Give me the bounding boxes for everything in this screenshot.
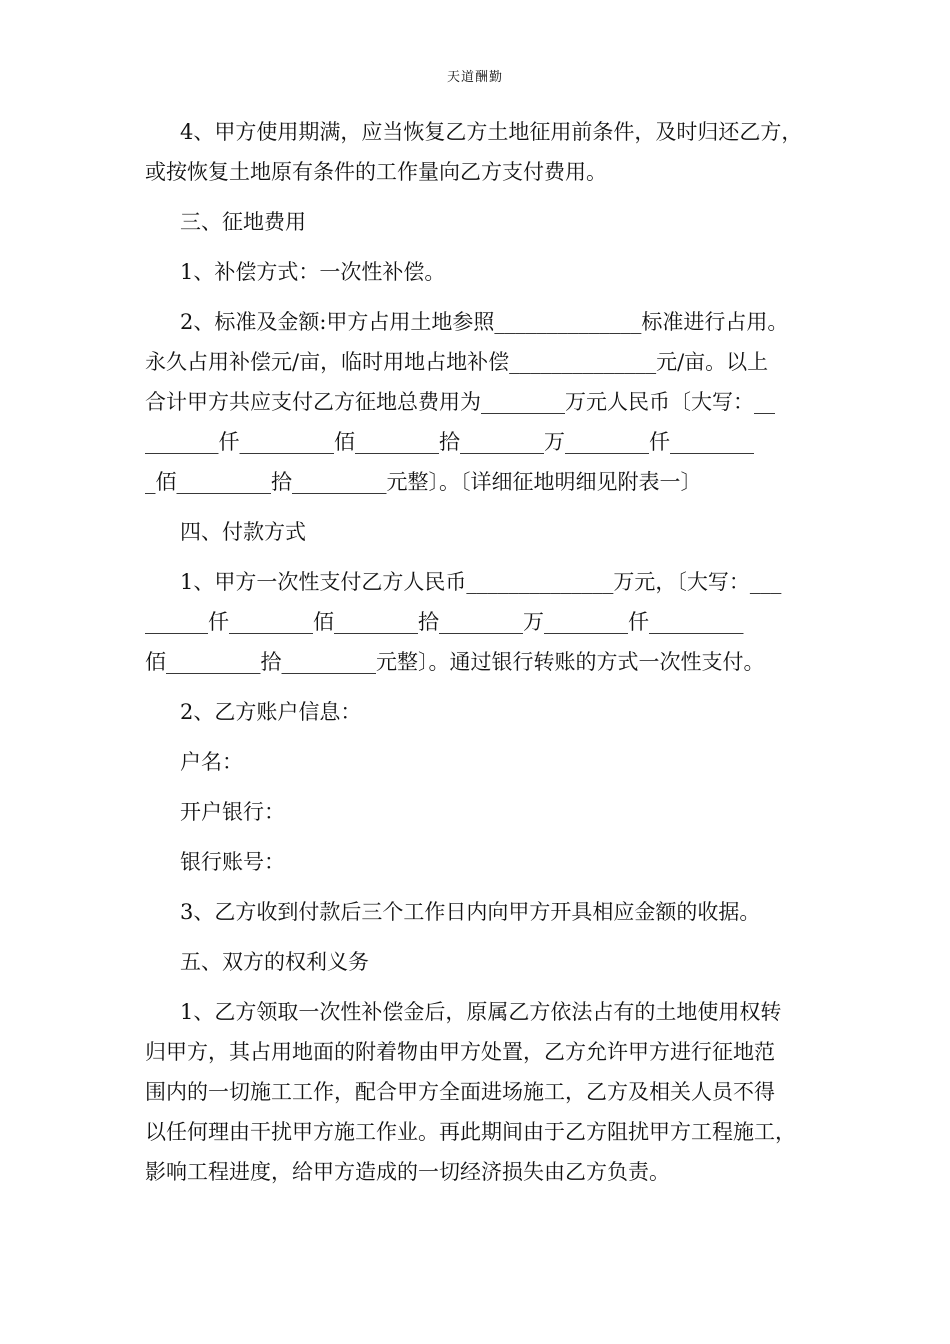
section-heading-3: 三、征地费用 — [180, 210, 306, 234]
paragraph-line: _佰_________拾_________元整〕。〔详细征地明细见附表一〕 — [145, 470, 702, 494]
paragraph-line: 佰_________拾_________元整〕。通过银行转账的方式一次性支付。 — [145, 650, 765, 674]
bank-name-label: 开户银行： — [180, 800, 285, 824]
paragraph-line: 4、甲方使用期满，应当恢复乙方土地征用前条件，及时归还乙方， — [180, 120, 803, 144]
paragraph-line: 1、乙方领取一次性补偿金后，原属乙方依法占有的土地使用权转 — [180, 1000, 782, 1024]
paragraph-line: 1、补偿方式：一次性补偿。 — [180, 260, 446, 284]
page-header: 天道酬勤 — [446, 70, 503, 85]
paragraph-line: 2、乙方账户信息： — [180, 700, 362, 724]
section-heading-5: 五、双方的权利义务 — [180, 950, 369, 974]
paragraph-line: 或按恢复土地原有条件的工作量向乙方支付费用。 — [145, 160, 607, 184]
paragraph-line: 以任何理由干扰甲方施工作业。再此期间由于乙方阻扰甲方工程施工， — [145, 1120, 796, 1144]
paragraph-line: 归甲方，其占用地面的附着物由甲方处置，乙方允许甲方进行征地范 — [145, 1040, 775, 1064]
document-body — [145, 112, 805, 1192]
paragraph-line: _______仟_________佰________拾________万________仟________ — [145, 430, 754, 454]
paragraph-line: 2、标准及金额:甲方占用土地参照______________标准进行占用。 — [180, 310, 789, 334]
paragraph-line: 围内的一切施工工作，配合甲方全面进场施工，乙方及相关人员不得 — [145, 1080, 775, 1104]
account-name-label: 户名： — [180, 750, 243, 774]
paragraph-line: 合计甲方共应支付乙方征地总费用为________万元人民币〔大写：__ — [145, 390, 775, 414]
paragraph-line: 影响工程进度，给甲方造成的一切经济损失由乙方负责。 — [145, 1160, 670, 1184]
paragraph-line: 永久占用补偿元/亩，临时用地占地补偿______________元/亩。以上 — [145, 350, 769, 374]
paragraph-line: 1、甲方一次性支付乙方人民币______________万元，〔大写：___ — [180, 570, 782, 594]
paragraph-line: 3、乙方收到付款后三个工作日内向甲方开具相应金额的收据。 — [180, 900, 761, 924]
section-heading-4: 四、付款方式 — [180, 520, 306, 544]
paragraph-line: ______仟________佰________拾________万________仟_________ — [145, 610, 744, 634]
bank-account-label: 银行账号： — [180, 850, 285, 874]
